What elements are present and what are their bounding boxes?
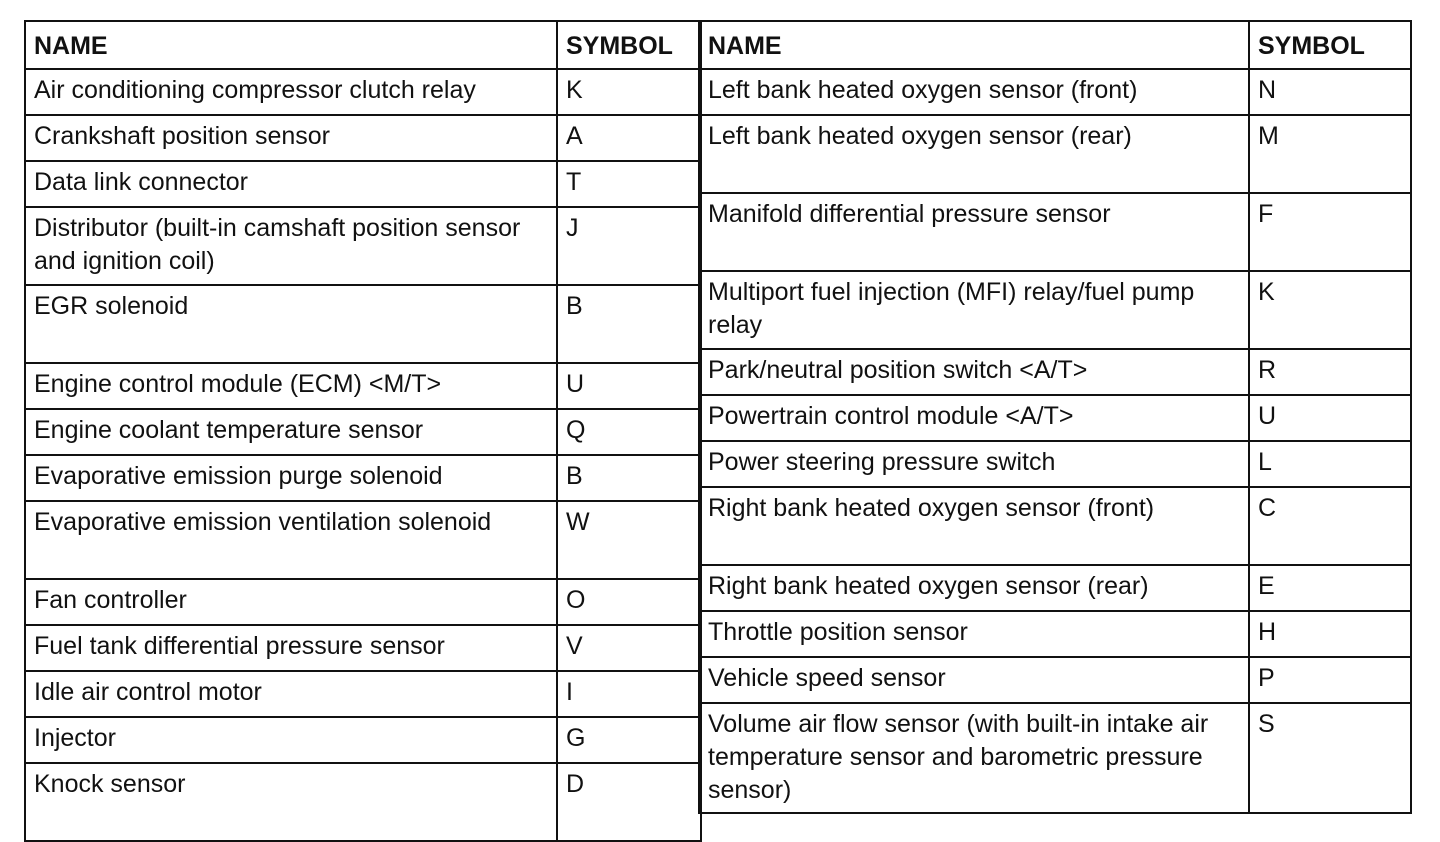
part-symbol: R (1249, 349, 1411, 395)
part-name: Knock sensor (25, 763, 557, 841)
part-name: Fan controller (25, 579, 557, 625)
part-name: Air conditioning compressor clutch relay (25, 69, 557, 115)
part-name: Engine control module (ECM) <M/T> (25, 363, 557, 409)
table-row (25, 207, 701, 285)
table-row (25, 161, 701, 207)
part-symbol: J (557, 207, 701, 285)
part-symbol: K (557, 69, 701, 115)
name-column-header: NAME (699, 21, 1249, 69)
table-row (25, 625, 701, 671)
table-header-row (25, 21, 701, 69)
table-row (699, 271, 1411, 349)
part-name: Manifold differential pressure sensor (699, 193, 1249, 271)
part-name: Power steering pressure switch (699, 441, 1249, 487)
part-symbol: B (557, 455, 701, 501)
part-name: Throttle position sensor (699, 611, 1249, 657)
part-symbol: H (1249, 611, 1411, 657)
part-name: Distributor (built-in camshaft position sensor and ignition coil) (25, 207, 557, 285)
part-symbol: V (557, 625, 701, 671)
table-row (699, 611, 1411, 657)
part-name: Data link connector (25, 161, 557, 207)
part-symbol: I (557, 671, 701, 717)
table-row (25, 455, 701, 501)
part-name: Powertrain control module <A/T> (699, 395, 1249, 441)
part-name: Idle air control motor (25, 671, 557, 717)
part-symbol: E (1249, 565, 1411, 611)
part-name: Right bank heated oxygen sensor (rear) (699, 565, 1249, 611)
part-name: Injector (25, 717, 557, 763)
part-symbol: B (557, 285, 701, 363)
table-row (699, 349, 1411, 395)
table-row (25, 763, 701, 841)
table-row (699, 441, 1411, 487)
part-symbol: O (557, 579, 701, 625)
part-symbol: D (557, 763, 701, 841)
table-row (699, 395, 1411, 441)
table-row (25, 363, 701, 409)
table-row (25, 409, 701, 455)
part-name: EGR solenoid (25, 285, 557, 363)
table-row (25, 285, 701, 363)
name-column-header: NAME (25, 21, 557, 69)
part-name: Park/neutral position switch <A/T> (699, 349, 1249, 395)
part-symbol: F (1249, 193, 1411, 271)
part-symbol: M (1249, 115, 1411, 193)
part-name: Left bank heated oxygen sensor (front) (699, 69, 1249, 115)
part-name: Evaporative emission purge solenoid (25, 455, 557, 501)
table-row (699, 115, 1411, 193)
part-symbol: L (1249, 441, 1411, 487)
part-symbol: A (557, 115, 701, 161)
table-row (25, 671, 701, 717)
part-name: Left bank heated oxygen sensor (rear) (699, 115, 1249, 193)
parts-table-right (698, 20, 1412, 814)
part-symbol: U (557, 363, 701, 409)
part-symbol: U (1249, 395, 1411, 441)
table-row (25, 115, 701, 161)
part-name: Engine coolant temperature sensor (25, 409, 557, 455)
parts-table-left (24, 20, 702, 842)
table-row (25, 579, 701, 625)
table-row (25, 69, 701, 115)
part-symbol: T (557, 161, 701, 207)
part-symbol: W (557, 501, 701, 579)
part-name: Evaporative emission ventilation solenoid (25, 501, 557, 579)
table-row (699, 657, 1411, 703)
table-row (25, 717, 701, 763)
part-symbol: N (1249, 69, 1411, 115)
part-symbol: K (1249, 271, 1411, 349)
part-name: Right bank heated oxygen sensor (front) (699, 487, 1249, 565)
table-row (25, 501, 701, 579)
table-row (699, 193, 1411, 271)
part-name: Fuel tank differential pressure sensor (25, 625, 557, 671)
part-symbol: S (1249, 703, 1411, 813)
symbol-column-header: SYMBOL (1249, 21, 1411, 69)
table-row (699, 69, 1411, 115)
part-symbol: P (1249, 657, 1411, 703)
part-symbol: C (1249, 487, 1411, 565)
table-header-row (699, 21, 1411, 69)
symbol-column-header: SYMBOL (557, 21, 701, 69)
table-row (699, 703, 1411, 813)
part-symbol: G (557, 717, 701, 763)
part-name: Crankshaft position sensor (25, 115, 557, 161)
part-name: Volume air flow sensor (with built-in intake air temperature sensor and barometric pressure sensor) (699, 703, 1249, 813)
table-row (699, 487, 1411, 565)
part-name: Vehicle speed sensor (699, 657, 1249, 703)
table-row (699, 565, 1411, 611)
part-name: Multiport fuel injection (MFI) relay/fuel pump relay (699, 271, 1249, 349)
part-symbol: Q (557, 409, 701, 455)
